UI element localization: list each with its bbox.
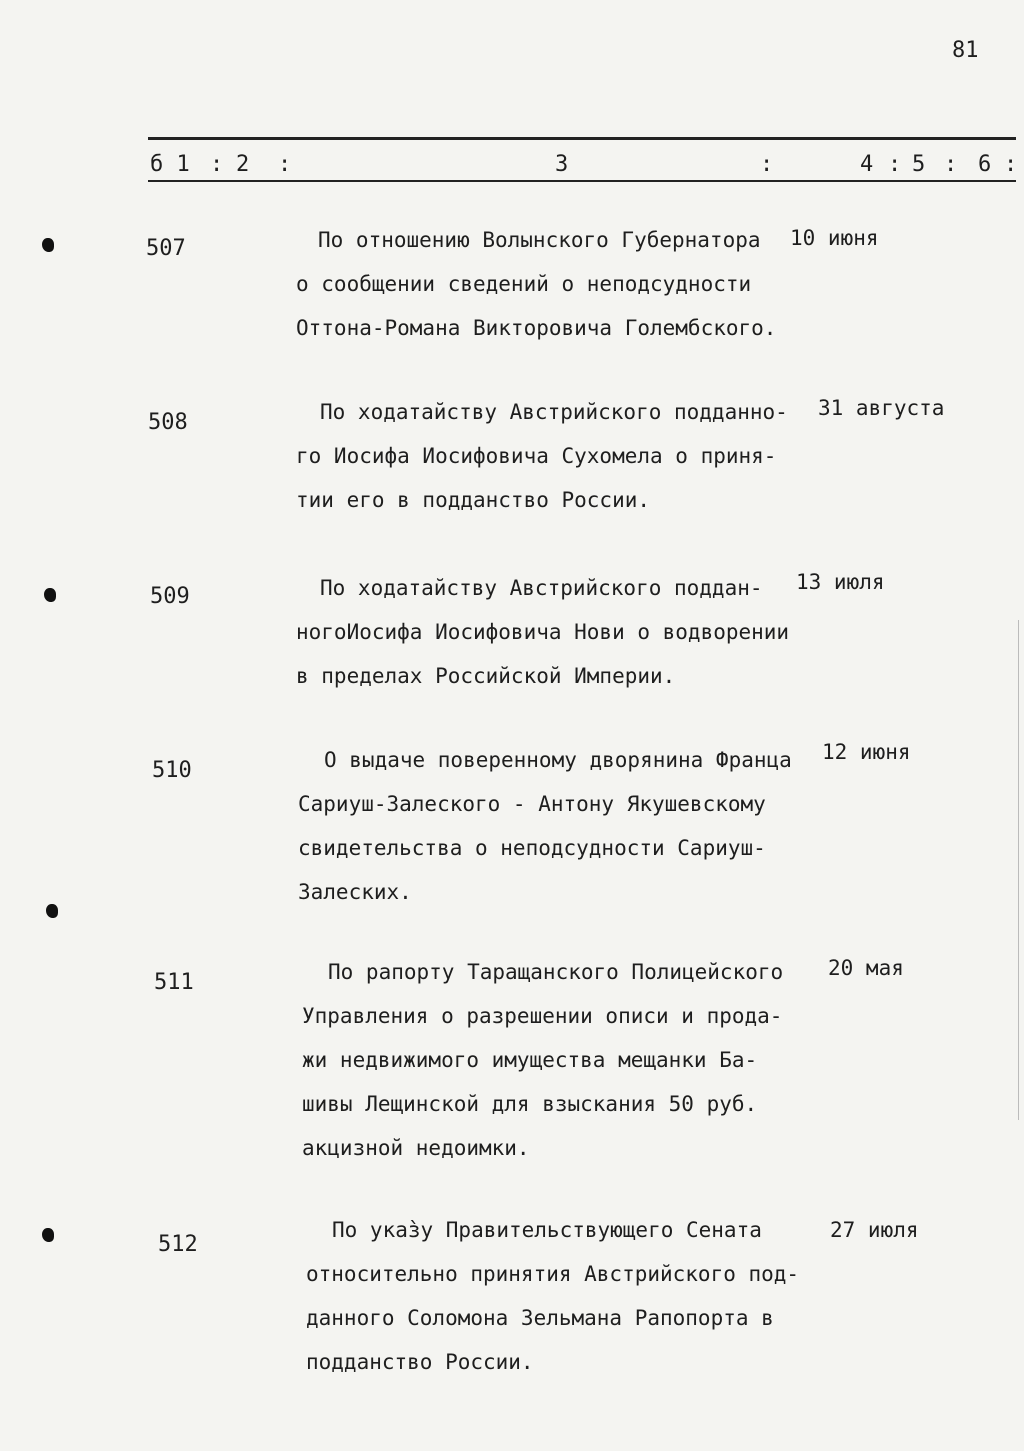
entry-number: 510 — [152, 758, 192, 783]
entry-line: О выдаче поверенному дворянина Франца — [324, 748, 792, 772]
column-separator: : — [888, 152, 902, 177]
entry-line: в пределах Российской Империи. — [296, 664, 676, 688]
column-separator: : — [1004, 152, 1018, 177]
entry-number: 511 — [154, 970, 194, 995]
entry-number: 512 — [158, 1232, 198, 1257]
entry-line: По отношению Волынского Губернатора — [318, 228, 761, 252]
punch-hole-mark — [42, 238, 54, 252]
entry-number: 508 — [148, 410, 188, 435]
column-header-5: 5 — [912, 152, 926, 177]
entry-line: Залеских. — [298, 880, 412, 904]
entry-line: По ходатайству Австрийского поддан- — [320, 576, 763, 600]
header-bottom-rule — [148, 180, 1016, 182]
entry-line: Управления о разрешении описи и прода- — [302, 1004, 783, 1028]
entry-line: По ходатайству Австрийского подданно- — [320, 400, 788, 424]
entry-description — [296, 218, 776, 350]
entry-line: подданство России. — [306, 1350, 534, 1374]
entry-date: 12 июня — [822, 740, 911, 764]
column-header-2: 2 — [236, 152, 250, 177]
entry-line: тии его в подданство России. — [296, 488, 651, 512]
entry-line: Сариуш-Залеского - Антону Якушевскому — [298, 792, 766, 816]
punch-hole-mark — [42, 1228, 54, 1242]
entry-date: 13 июля — [796, 570, 885, 594]
entry-description — [302, 950, 783, 1170]
entry-line: По рапорту Таращанского Полицейского — [328, 960, 784, 984]
entry-line: акцизной недоимки. — [302, 1136, 530, 1160]
entry-date: 10 июня — [790, 226, 879, 250]
entry-line: Оттона-Романа Викторовича Голембского. — [296, 316, 777, 340]
entry-line: По указ̀у Правительствующего Сената — [332, 1218, 762, 1242]
punch-hole-mark — [44, 588, 56, 602]
entry-line: свидетельства о неподсудности Сариуш- — [298, 836, 766, 860]
scan-edge-line — [1018, 620, 1019, 1120]
entry-number: 507 — [146, 236, 186, 261]
column-header-6: 6 — [978, 152, 992, 177]
entry-line: относительно принятия Австрийского под- — [306, 1262, 800, 1286]
column-separator: : — [278, 152, 292, 177]
entry-date: 31 августа — [818, 396, 945, 420]
column-separator: : — [760, 152, 774, 177]
entry-description — [306, 1208, 799, 1384]
column-header-1: б 1 — [150, 152, 190, 177]
punch-hole-mark — [46, 904, 58, 918]
entry-description — [296, 566, 789, 698]
header-top-rule — [148, 137, 1016, 140]
entry-line: ногоИосифа Иосифовича Нови о водворении — [296, 620, 790, 644]
entry-line: го Иосифа Иосифовича Сухомела о приня- — [296, 444, 777, 468]
entry-line: шивы Лещинской для взыскания 50 руб. — [302, 1092, 758, 1116]
entry-description — [296, 390, 788, 522]
entry-description — [298, 738, 792, 914]
entry-date: 20 мая — [828, 956, 904, 980]
column-header-3: 3 — [555, 152, 569, 177]
column-separator: : — [944, 152, 958, 177]
entry-line: о сообщении сведений о неподсудности — [296, 272, 752, 296]
entry-line: данного Соломона Зельмана Рапопорта в — [306, 1306, 774, 1330]
column-separator: : — [210, 152, 224, 177]
entry-date: 27 июля — [830, 1218, 919, 1242]
entry-number: 509 — [150, 584, 190, 609]
column-header-4: 4 — [860, 152, 874, 177]
page-number: 81 — [952, 38, 979, 63]
entry-line: жи недвижимого имущества мещанки Ба- — [302, 1048, 758, 1072]
